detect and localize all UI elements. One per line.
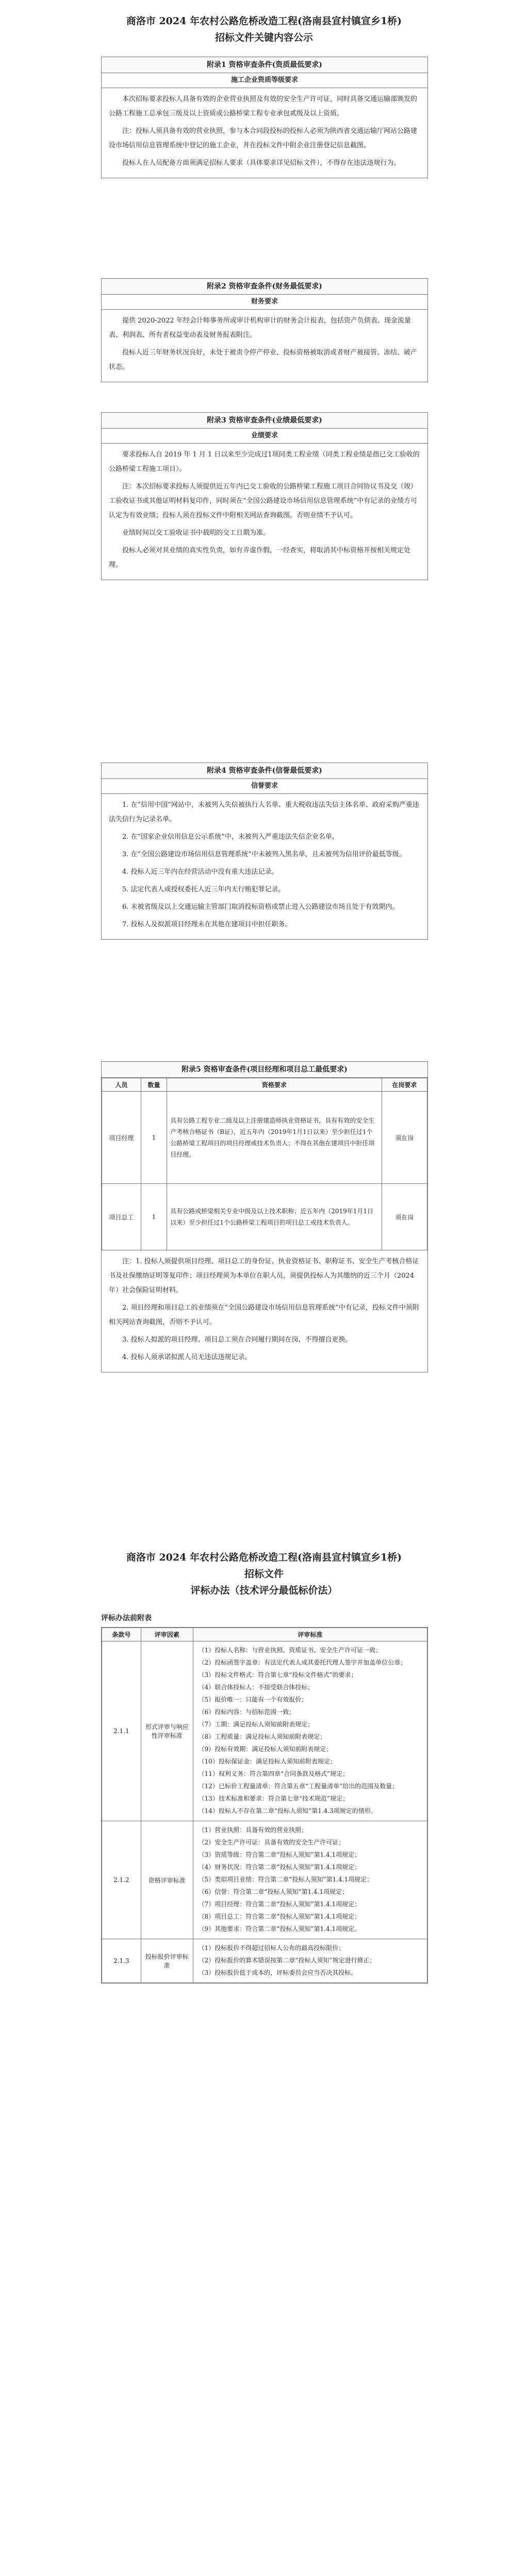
table-row: [102, 1641, 427, 1821]
list-item: （3）投标文件格式：符合第七章“投标文件格式”的要求；: [198, 1671, 357, 1679]
table-header-row: [102, 1078, 427, 1092]
list-item: 6. 未被省级及以上交通运输主管部门取消投标资格或禁止进入公路建设市场且处于有效期内。: [122, 903, 399, 911]
post-cell: 须在岗: [382, 1092, 427, 1184]
eval-table: [102, 1628, 427, 1983]
column-header: 评审因素: [141, 1628, 193, 1641]
appendix-2-heading: 附录2 资格审查条件(财务最低要求): [102, 279, 427, 295]
note: 3. 投标人拟派的项目经理、项目总工须在合同履行期间在岗，不得擅自更换。: [122, 1336, 352, 1344]
list-item: （8）工程质量：满足投标人须知前附表规定；: [198, 1733, 326, 1740]
list-item: （2）投标报价的算术错误按第二章“投标人须知”规定进行修正；: [198, 1957, 376, 1964]
list-item: （1）投标人名称：与营业执照、资质证书、安全生产许可证一致；: [198, 1647, 382, 1654]
appendix-5: [101, 1061, 428, 1372]
appendix-1-subheading: 施工企业资质等级要求: [102, 73, 427, 88]
paragraph: 投标人近三年财务状况良好，未处于被责令停产停业、投标资格被取消或者财产被接管、冻结、破产状态。: [109, 349, 418, 371]
list-item: （12）已标价工程量清单：符合第五章“工程量清单”给出的范围及数量；: [198, 1783, 399, 1790]
column-header: 人员: [102, 1078, 141, 1092]
list-item: （5）类似项目业绩：符合第二章“投标人须知”第1.4.1项规定；: [198, 1876, 373, 1883]
column-header: 评审标准: [193, 1628, 427, 1641]
list-item: （6）信誉：符合第二章“投标人须知”第1.4.1项规定；: [198, 1888, 349, 1895]
appendix-4-subheading: 信誉要求: [102, 779, 427, 794]
appendix-3-body: [102, 444, 427, 580]
doc-title-line1: 商洛市 2024 年农村公路危桥改造工程(洛南县宣村镇宣乡1桥): [126, 15, 402, 27]
table-row: [102, 1939, 427, 1983]
list-item: （11）权利义务：符合第四章“合同条款及格式”规定；: [198, 1770, 349, 1777]
appendix-4-heading: 附录4 资格审查条件(信誉最低要求): [102, 763, 427, 779]
column-header: 数量: [141, 1078, 167, 1092]
table-row: [102, 1092, 427, 1184]
factor-cell: 投标报价评审标准: [141, 1939, 193, 1983]
appendix-4: [101, 762, 428, 940]
appendix-2-subheading: 财务要求: [102, 295, 427, 310]
factor-cell: 资格评审标准: [141, 1821, 193, 1939]
list-item: （2）安全生产许可证：具备有效的安全生产许可证；: [198, 1839, 345, 1846]
note: 2. 项目经理和项目总工的业绩须在“全国公路建设市场信用信息管理系统”中有记录，投标文件中须附相关网站查询截图，否则不予认可。: [109, 1304, 419, 1326]
post-cell: 须在岗: [382, 1184, 427, 1250]
list-item: 2. 在“国家企业信用信息公示系统”中，未被列入严重违法失信企业名单。: [122, 833, 339, 841]
appendix-3-subheading: 业绩要求: [102, 429, 427, 444]
note: 4. 投标人须承诺拟派人员无违法违规记录。: [122, 1353, 252, 1361]
requirement-cell: 具有公路工程专业二级及以上注册建造师执业资格证书，具有有效的安全生产考核合格证书（B证），近五年内（2019年1月1日以来）至少担任过1个公路桥梁工程项目的项目经理或技术负责人；不得在其他在建项目中担任项目经理。: [167, 1092, 382, 1184]
doc2-title-line1: 商洛市 2024 年农村公路危桥改造工程(洛南县宣村镇宣乡1桥): [126, 1552, 402, 1563]
column-header: 在岗要求: [382, 1078, 427, 1092]
count-cell: 1: [141, 1184, 167, 1250]
list-item: （2）投标函签字盖章：有法定代表人或其委托代理人签字并加盖单位公章；: [198, 1659, 407, 1666]
list-item: （9）投标有效期：满足投标人须知前附表规定；: [198, 1745, 333, 1753]
note: 注：1. 投标人须提供项目经理、项目总工的身份证、执业资格证书、职称证书、安全生产考核合格证书及社保缴纳证明等复印件；项目经理须为本单位在职人员，须提供投标人为其缴纳的近三个月（2024年）社会保险证明材料。: [109, 1258, 419, 1294]
appendix-4-body: [102, 794, 427, 939]
paragraph: 投标人在人员配备方面须满足招标人要求（具体要求详见招标文件），不得存在违法违规行为。: [122, 159, 401, 167]
doc2-title-line3: 评标办法（技术评分最低标价法）: [190, 1585, 338, 1596]
appendix-3: [101, 412, 428, 580]
list-item: 7. 投标人及拟派项目经理未在其他在建项目中担任职务。: [122, 921, 292, 928]
paragraph: 注：投标人须具备有效的营业执照，参与本合同段投标的投标人必须为陕西省交通运输厅网站公路建设市场信用信息管理系统中登记的施工企业，并在投标文件中附企业注册登记信息截图。: [109, 127, 418, 149]
list-item: （4）联合体投标人：不接受联合体投标；: [198, 1684, 314, 1691]
eval-table-caption: 评标办法前附表: [101, 1614, 152, 1622]
list-item: 3. 在“全国公路建设市场信用信息管理系统”中未被列入黑名单，且未被列为信用评价最低等级。: [122, 851, 406, 858]
list-item: （7）项目经理：符合第二章“投标人须知”第1.4.1项规定；: [198, 1901, 361, 1908]
paragraph: 投标人必须对其业绩的真实性负责，如有弄虚作假，一经查实，将取消其中标资格并按相关规定处理。: [109, 547, 411, 569]
table-row: [102, 1821, 427, 1939]
appendix-5-heading: 附录5 资格审查条件(项目经理和项目总工最低要求): [102, 1062, 427, 1078]
appendix-1-heading: 附录1 资格审查条件(资质最低要求): [102, 57, 427, 73]
paragraph: 业绩时间以交工验收证书中载明的交工日期为准。: [122, 529, 270, 537]
appendix-1: [101, 57, 428, 178]
evaluation-table-1: [101, 1627, 428, 1984]
list-item: （5）报价唯一：只能有一个有效报价；: [198, 1696, 308, 1703]
appendix-3-heading: 附录3 资格审查条件(业绩最低要求): [102, 413, 427, 429]
doc-title-line2: 招标文件关键内容公示: [214, 32, 313, 43]
column-header: 条款号: [102, 1628, 141, 1641]
list-item: （13）技术标准和要求：符合第七章“技术规范”规定；: [198, 1795, 349, 1802]
list-item: （4）财务状况：符合第二章“投标人须知”第1.4.1项规定；: [198, 1863, 361, 1871]
list-item: （3）投标报价低于成本的，评标委员会应当否决其投标。: [198, 1969, 357, 1976]
list-item: （6）投标内容：与招标范围一致；: [198, 1708, 295, 1716]
clause-cell: 2.1.2: [102, 1821, 141, 1939]
list-item: （7）工期：满足投标人须知前附表规定；: [198, 1721, 314, 1728]
list-item: （10）投标保证金：满足投标人须知前附表规定；: [198, 1758, 336, 1765]
factor-cell: 形式评审与响应性评审标准: [141, 1641, 193, 1821]
table-header-row: [102, 1628, 427, 1641]
standard-cell: [193, 1939, 427, 1983]
list-item: 4. 投标人近三年内在经营活动中没有重大违法记录。: [122, 868, 278, 876]
list-item: （1）营业执照：具备有效的营业执照；: [198, 1826, 308, 1834]
table-row: [102, 1184, 427, 1250]
appendix-5-notes: [102, 1250, 427, 1372]
standard-cell: [193, 1641, 427, 1821]
paragraph: 提供 2020-2022 年经会计师事务所或审计机构审计的财务会计报表，包括资产负债表、现金流量表、利润表、所有者权益变动表及财务报表附注。: [109, 317, 411, 339]
appendix-2-body: [102, 310, 427, 382]
personnel-table: [102, 1078, 427, 1250]
list-item: （8）项目总工：符合第二章“投标人须知”第1.4.1项规定；: [198, 1913, 361, 1920]
appendix-1-body: [102, 88, 427, 178]
list-item: （3）资质等级：符合第二章“投标人须知”第1.4.1项规定；: [198, 1851, 361, 1858]
requirement-cell: 具有公路或桥梁相关专业中级及以上技术职称；近五年内（2019年1月1日以来）至少担任过1个公路桥梁工程项目的项目总工或技术负责人。: [167, 1184, 382, 1250]
role-cell: 项目总工: [102, 1184, 141, 1250]
clause-cell: 2.1.3: [102, 1939, 141, 1983]
column-header: 资格要求: [167, 1078, 382, 1092]
paragraph: 本次招标要求投标人具备有效的企业营业执照及有效的安全生产许可证，同时具备交通运输部颁发的公路工程施工总承包三级及以上资质或公路桥梁工程专业承包贰级及以上资质。: [109, 95, 418, 117]
list-item: （14）投标人不存在第二章“投标人须知”第1.4.3项规定的情形。: [198, 1807, 377, 1815]
clause-cell: 2.1.1: [102, 1641, 141, 1821]
list-item: （1）投标报价不得超过招标人公布的最高投标限价；: [198, 1944, 345, 1952]
appendix-2: [101, 278, 428, 382]
doc2-title-line2: 招标文件: [244, 1568, 284, 1580]
paragraph: 注：本次招标要求投标人须提供近五年内已交工验收的公路桥梁工程施工项目合同协议书及交（竣）工验收证书或其他证明材料复印件，同时须在“全国公路建设市场信用信息管理系统”中有记录的业绩方可认定为有效业绩；投标人须在投标文件中附相关网站查询截图。否则业绩不予认可。: [109, 483, 418, 519]
list-item: 5. 法定代表人或授权委托人近三年内无行贿犯罪记录。: [122, 886, 285, 893]
list-item: 1. 在“信用中国”网站中，未被列入失信被执行人名单、重大税收违法失信主体名单、政府采购严重违法失信行为记录名单。: [109, 801, 419, 823]
paragraph: 要求投标人自 2019 年 1 月 1 日以来至少完成过1项同类工程业绩（同类工程业绩是指已交工验收的公路桥梁工程施工项目）。: [109, 451, 420, 473]
standard-cell: [193, 1821, 427, 1939]
count-cell: 1: [141, 1092, 167, 1184]
role-cell: 项目经理: [102, 1092, 141, 1184]
list-item: （9）其他要求：符合第二章“投标人须知”第1.4.1项规定。: [198, 1925, 361, 1933]
